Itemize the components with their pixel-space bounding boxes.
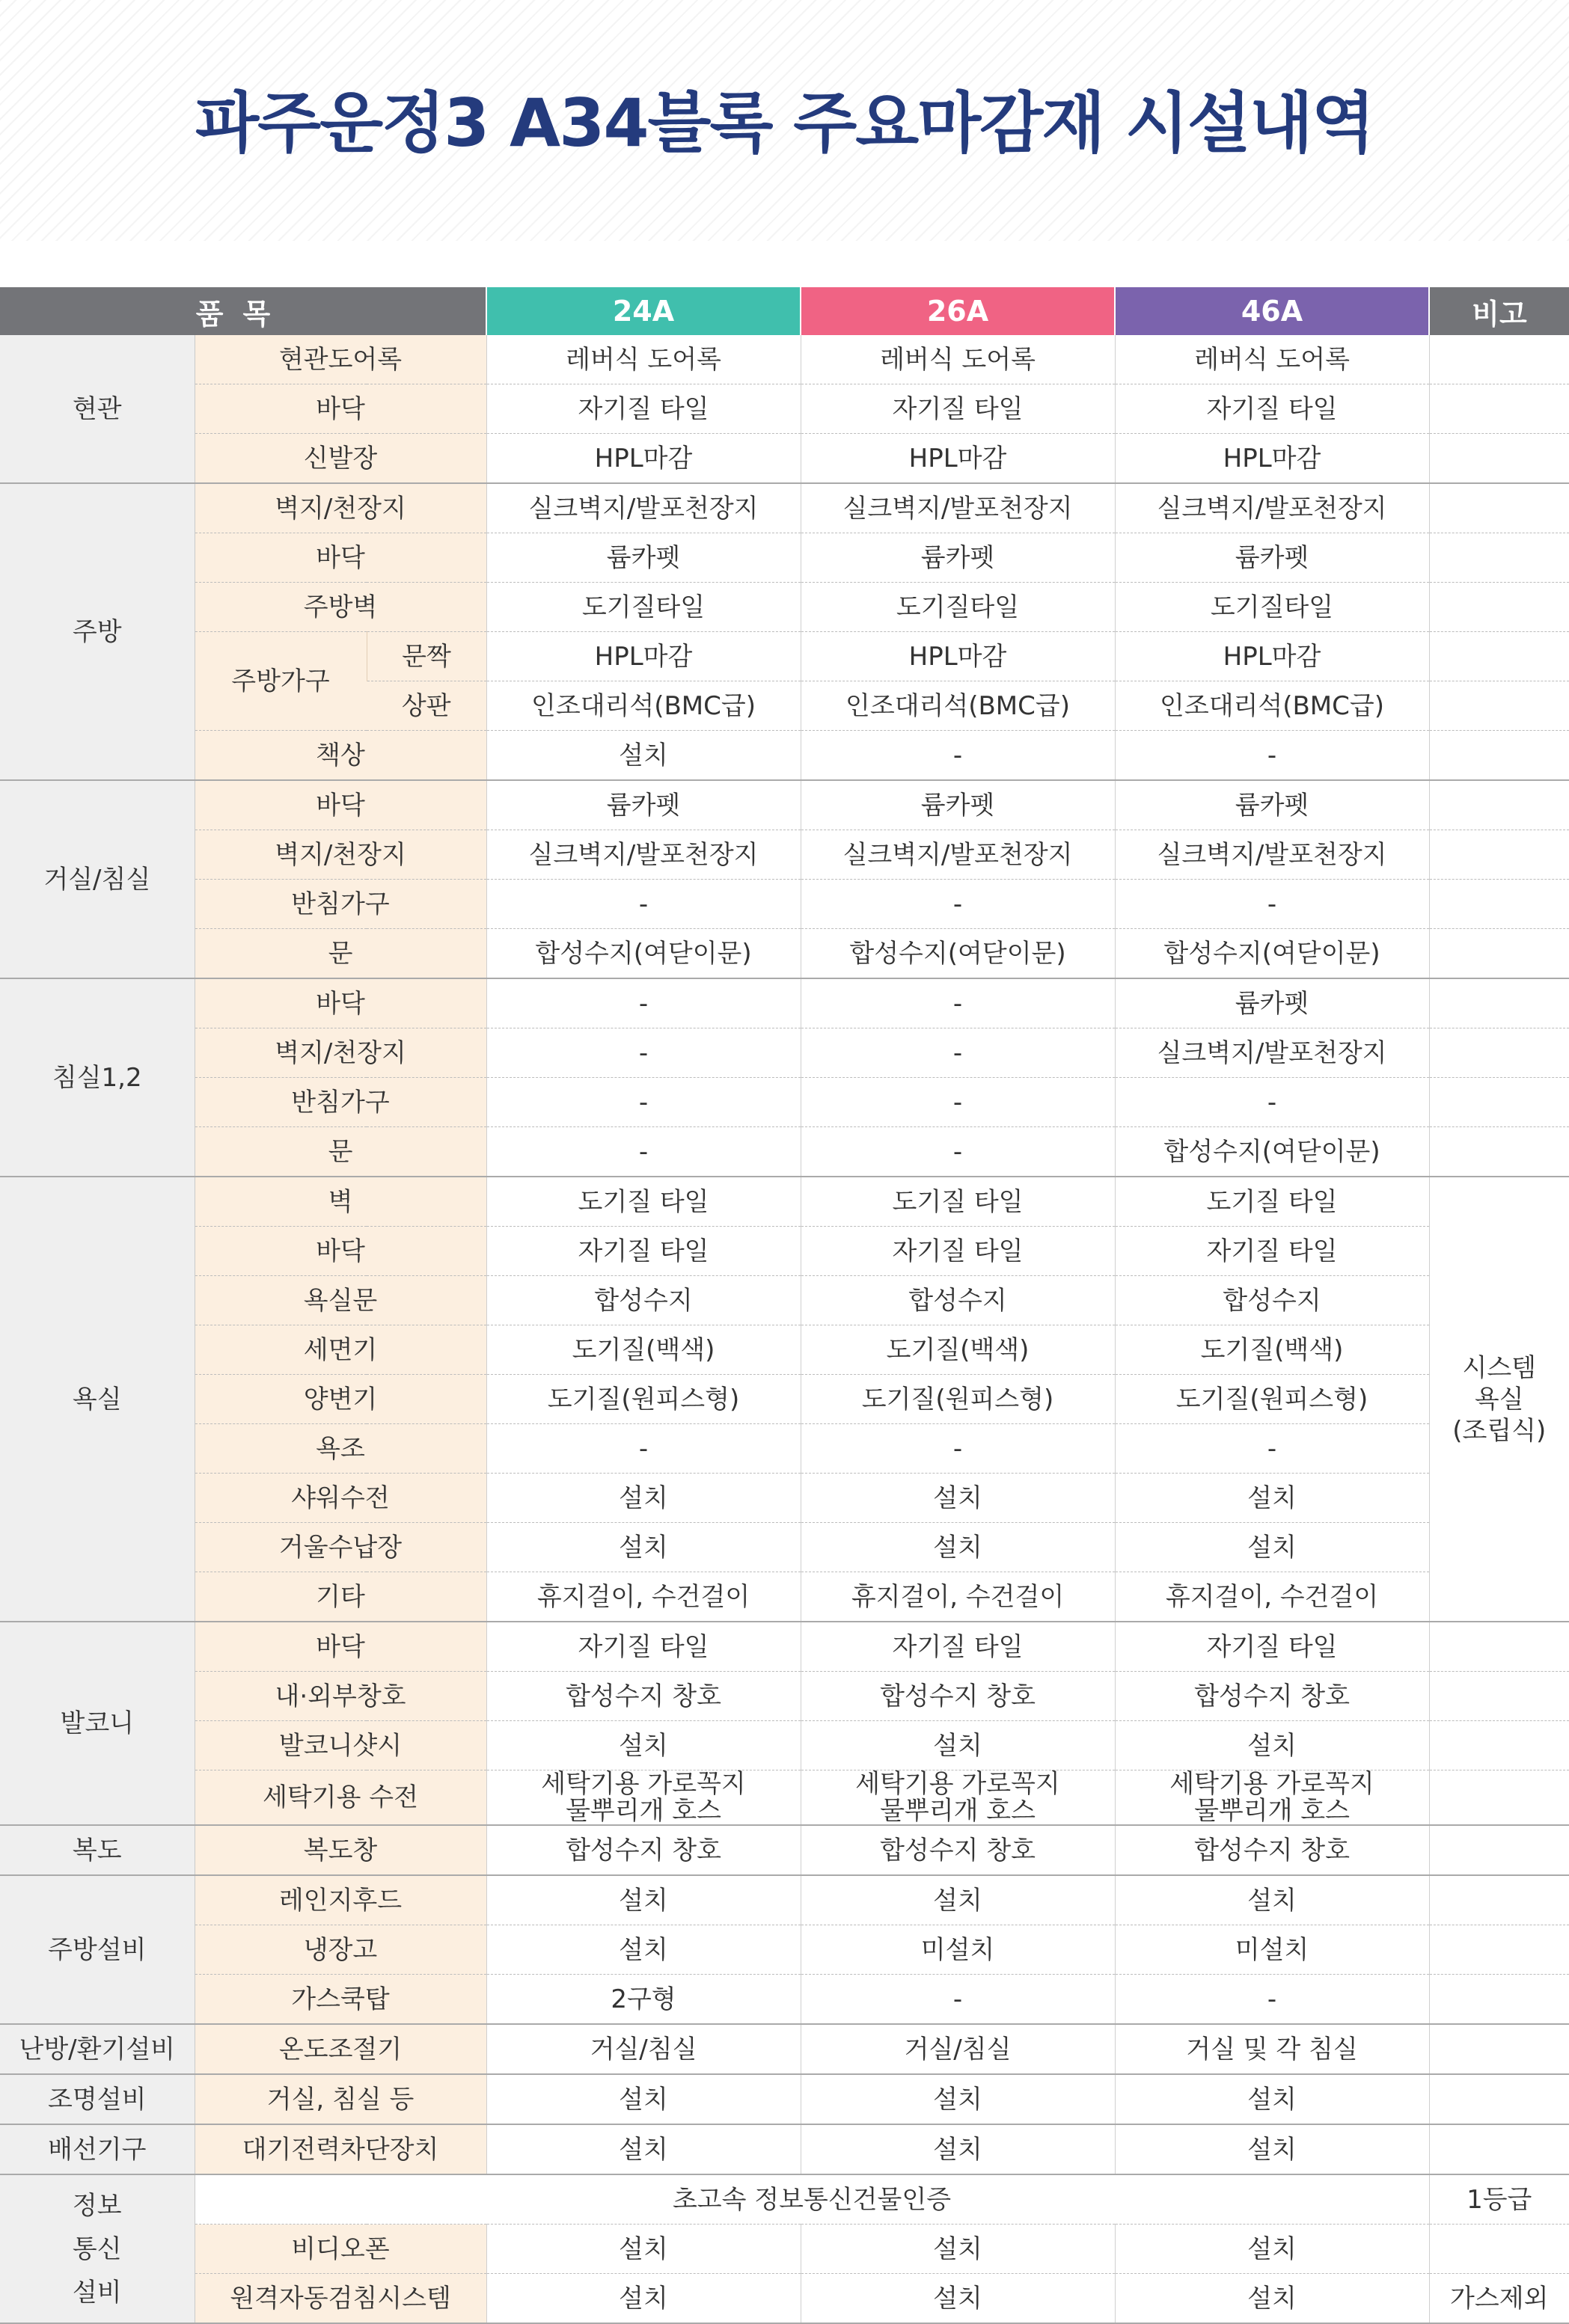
row-item: 가스쿡탑	[195, 1975, 486, 2025]
row-item: 벽지/천장지	[195, 483, 486, 533]
cell-46a: 거실 및 각 침실	[1115, 2024, 1429, 2074]
row-item: 대기전력차단장치	[195, 2124, 486, 2174]
cell-26a: 도기질타일	[801, 583, 1115, 632]
header-type-24a: 24A	[486, 287, 801, 335]
cell-line: 세탁기용 가로꼭지	[487, 1770, 801, 1797]
cell-26a: 휴지걸이, 수건걸이	[801, 1572, 1115, 1622]
cell-24a: 륨카펫	[486, 780, 801, 830]
bath-note-line: 시스템	[1430, 1352, 1569, 1384]
cell-26a: 합성수지 창호	[801, 1672, 1115, 1721]
bath-note-line: 욕실	[1430, 1384, 1569, 1415]
cell-26a: 설치	[801, 2274, 1115, 2324]
category-entrance: 현관	[0, 335, 195, 483]
table-row	[0, 880, 1569, 929]
cell-26a: 자기질 타일	[801, 1622, 1115, 1672]
cell-24a: 2구형	[486, 1975, 801, 2025]
cell-note	[1429, 880, 1569, 929]
cell-24a: 설치	[486, 1875, 801, 1925]
category-lighting: 조명설비	[0, 2074, 195, 2124]
cell-24a: 휴지걸이, 수건걸이	[486, 1572, 801, 1622]
row-item: 바닥	[195, 978, 486, 1028]
cell-26a: 실크벽지/발포천장지	[801, 483, 1115, 533]
row-item: 온도조절기	[195, 2024, 486, 2074]
cell-46a: 도기질타일	[1115, 583, 1429, 632]
cell-26a: 합성수지 창호	[801, 1825, 1115, 1875]
cell-24a: 도기질(원피스형)	[486, 1375, 801, 1424]
row-item: 욕실문	[195, 1276, 486, 1325]
cell-46a: 도기질 타일	[1115, 1177, 1429, 1227]
cell-note	[1429, 780, 1569, 830]
finishing-materials-table	[0, 287, 1569, 2324]
table-row	[0, 1474, 1569, 1523]
table-row	[0, 632, 1569, 681]
cell-note	[1429, 1975, 1569, 2025]
category-line: 통신	[0, 2228, 195, 2271]
cell-46a: 설치	[1115, 1721, 1429, 1770]
cell-note	[1429, 632, 1569, 681]
cell-note	[1429, 978, 1569, 1028]
cell-26a: 거실/침실	[801, 2024, 1115, 2074]
cell-note	[1429, 1127, 1569, 1177]
cell-note: 1등급	[1429, 2174, 1569, 2225]
row-item: 샤워수전	[195, 1474, 486, 1523]
cell-26a: 설치	[801, 1523, 1115, 1572]
row-item: 반침가구	[195, 1078, 486, 1127]
row-item: 주방벽	[195, 583, 486, 632]
cell-note	[1429, 434, 1569, 484]
cell-24a: 설치	[486, 1523, 801, 1572]
cell-46a: 미설치	[1115, 1925, 1429, 1975]
cell-46a: 실크벽지/발포천장지	[1115, 830, 1429, 880]
row-item: 벽	[195, 1177, 486, 1227]
cell-26a: 도기질 타일	[801, 1177, 1115, 1227]
cell-24a: 설치	[486, 1474, 801, 1523]
row-item: 세면기	[195, 1325, 486, 1375]
row-item: 비디오폰	[195, 2225, 486, 2274]
row-item: 바닥	[195, 533, 486, 583]
cell-26a: -	[801, 1078, 1115, 1127]
table-row	[0, 1028, 1569, 1078]
category-hallway: 복도	[0, 1825, 195, 1875]
cell-26a: -	[801, 1028, 1115, 1078]
table-row	[0, 731, 1569, 781]
cell-note	[1429, 1078, 1569, 1127]
cell-26a: 설치	[801, 1474, 1115, 1523]
row-item: 욕조	[195, 1424, 486, 1474]
cell-26a: -	[801, 978, 1115, 1028]
row-item: 바닥	[195, 780, 486, 830]
cell-note	[1429, 2225, 1569, 2274]
cell-46a: 설치	[1115, 1474, 1429, 1523]
cell-line: 물뿌리개 호스	[1116, 1797, 1429, 1824]
cell-24a: 실크벽지/발포천장지	[486, 830, 801, 880]
cell-26a: 자기질 타일	[801, 1227, 1115, 1276]
table-row	[0, 1622, 1569, 1672]
cell-46a: 합성수지	[1115, 1276, 1429, 1325]
row-item: 바닥	[195, 1227, 486, 1276]
cell-24a: 합성수지	[486, 1276, 801, 1325]
cell-24a: -	[486, 1127, 801, 1177]
cell-note	[1429, 830, 1569, 880]
cell-24a: 자기질 타일	[486, 384, 801, 434]
cell-26a: 륨카펫	[801, 533, 1115, 583]
cell-note	[1429, 731, 1569, 781]
category-kitchen-equipment: 주방설비	[0, 1875, 195, 2024]
cell-26a: -	[801, 1975, 1115, 2025]
table-row	[0, 1572, 1569, 1622]
cell-24a: 합성수지 창호	[486, 1672, 801, 1721]
cell-24a: -	[486, 1078, 801, 1127]
row-item: 문	[195, 929, 486, 979]
cell-46a: -	[1115, 880, 1429, 929]
row-subitem: 문짝	[367, 632, 486, 681]
row-subitem: 상판	[367, 681, 486, 731]
cell-46a: 휴지걸이, 수건걸이	[1115, 1572, 1429, 1622]
cell-46a: 자기질 타일	[1115, 1227, 1429, 1276]
cell-46a: 륨카펫	[1115, 978, 1429, 1028]
cell-24a: 설치	[486, 731, 801, 781]
cell-note	[1429, 929, 1569, 979]
table-row	[0, 384, 1569, 434]
cell-24a: -	[486, 1424, 801, 1474]
cell-26a: 설치	[801, 2124, 1115, 2174]
cell-26a: -	[801, 880, 1115, 929]
cell-24a: 실크벽지/발포천장지	[486, 483, 801, 533]
table-row	[0, 1825, 1569, 1875]
category-info-comm	[0, 2174, 195, 2323]
cell-24a: 도기질타일	[486, 583, 801, 632]
cell-24a: 합성수지 창호	[486, 1825, 801, 1875]
cell-note: 가스제외	[1429, 2274, 1569, 2324]
table-row	[0, 2274, 1569, 2324]
cell-note	[1429, 583, 1569, 632]
cell-26a: 설치	[801, 2074, 1115, 2124]
cell-46a: 륨카펫	[1115, 780, 1429, 830]
cell-note	[1429, 1028, 1569, 1078]
cell-26a: 합성수지(여닫이문)	[801, 929, 1115, 979]
header-type-46a: 46A	[1115, 287, 1429, 335]
table-row	[0, 1672, 1569, 1721]
cell-26a: 도기질(원피스형)	[801, 1375, 1115, 1424]
cell-24a: 도기질 타일	[486, 1177, 801, 1227]
cell-46a: 실크벽지/발포천장지	[1115, 483, 1429, 533]
table-row	[0, 1325, 1569, 1375]
table-row	[0, 1227, 1569, 1276]
cell-46a: 설치	[1115, 2225, 1429, 2274]
page-title: 파주운정3 A34블록 주요마감재 시설내역	[0, 79, 1569, 168]
cell-24a: 설치	[486, 2274, 801, 2324]
cell-note	[1429, 483, 1569, 533]
category-bedroom: 침실1,2	[0, 978, 195, 1177]
row-item: 신발장	[195, 434, 486, 484]
cell-46a: HPL마감	[1115, 632, 1429, 681]
row-item: 원격자동검침시스템	[195, 2274, 486, 2324]
cell-46a: -	[1115, 1975, 1429, 2025]
category-wiring: 배선기구	[0, 2124, 195, 2174]
table-row	[0, 978, 1569, 1028]
cell-26a: 인조대리석(BMC급)	[801, 681, 1115, 731]
cell-26a: -	[801, 731, 1115, 781]
table-row	[0, 1975, 1569, 2025]
title-banner	[0, 0, 1569, 241]
table-row	[0, 1078, 1569, 1127]
row-item: 복도창	[195, 1825, 486, 1875]
cell-24a: 륨카펫	[486, 533, 801, 583]
table-row	[0, 533, 1569, 583]
cell-26a	[801, 1770, 1115, 1826]
cell-46a: 합성수지 창호	[1115, 1825, 1429, 1875]
cell-46a: 합성수지(여닫이문)	[1115, 1127, 1429, 1177]
cell-46a	[1115, 1770, 1429, 1826]
cell-46a: -	[1115, 1078, 1429, 1127]
cell-26a: 자기질 타일	[801, 384, 1115, 434]
cell-note	[1429, 2024, 1569, 2074]
cell-note	[1429, 335, 1569, 384]
cell-note	[1429, 1672, 1569, 1721]
table-row	[0, 434, 1569, 484]
cell-line: 물뿌리개 호스	[801, 1797, 1115, 1824]
row-item: 문	[195, 1127, 486, 1177]
cell-24a: -	[486, 880, 801, 929]
cell-line: 세탁기용 가로꼭지	[1116, 1770, 1429, 1797]
category-line: 설비	[0, 2271, 195, 2314]
bath-note-line: (조립식)	[1430, 1415, 1569, 1447]
cell-note	[1429, 533, 1569, 583]
cell-46a: 자기질 타일	[1115, 384, 1429, 434]
category-living: 거실/침실	[0, 780, 195, 978]
row-item: 내·외부창호	[195, 1672, 486, 1721]
table-row	[0, 1925, 1569, 1975]
cell-24a: 설치	[486, 1721, 801, 1770]
table-row	[0, 2024, 1569, 2074]
row-item: 세탁기용 수전	[195, 1770, 486, 1826]
cell-26a: 미설치	[801, 1925, 1115, 1975]
table-row	[0, 583, 1569, 632]
category-line: 정보	[0, 2184, 195, 2228]
cell-24a: HPL마감	[486, 434, 801, 484]
cell-26a: 레버식 도어록	[801, 335, 1115, 384]
cell-24a: 설치	[486, 1925, 801, 1975]
cell-46a: 실크벽지/발포천장지	[1115, 1028, 1429, 1078]
cell-line: 세탁기용 가로꼭지	[801, 1770, 1115, 1797]
row-item: 현관도어록	[195, 335, 486, 384]
cell-24a: 설치	[486, 2124, 801, 2174]
cell-24a: HPL마감	[486, 632, 801, 681]
row-item: 책상	[195, 731, 486, 781]
row-item: 발코니샷시	[195, 1721, 486, 1770]
cell-26a: -	[801, 1127, 1115, 1177]
cell-26a: 설치	[801, 1721, 1115, 1770]
cell-24a: 합성수지(여닫이문)	[486, 929, 801, 979]
cell-46a: -	[1115, 731, 1429, 781]
cell-46a: 륨카펫	[1115, 533, 1429, 583]
category-bath: 욕실	[0, 1177, 195, 1622]
row-item: 냉장고	[195, 1925, 486, 1975]
category-kitchen: 주방	[0, 483, 195, 780]
table-row	[0, 335, 1569, 384]
header-note: 비고	[1429, 287, 1569, 335]
cell-note	[1429, 1622, 1569, 1672]
cell-24a: -	[486, 978, 801, 1028]
header-item: 품목	[0, 287, 486, 335]
row-item: 주방가구	[195, 632, 367, 731]
cell-46a: 도기질(원피스형)	[1115, 1375, 1429, 1424]
cell-note	[1429, 2074, 1569, 2124]
cell-note	[1429, 1825, 1569, 1875]
cell-46a: 설치	[1115, 1875, 1429, 1925]
cell-46a: 레버식 도어록	[1115, 335, 1429, 384]
cell-24a: 설치	[486, 2225, 801, 2274]
cell-24a: 자기질 타일	[486, 1227, 801, 1276]
cell-24a: 자기질 타일	[486, 1622, 801, 1672]
bath-note	[1429, 1177, 1569, 1622]
cell-26a: 실크벽지/발포천장지	[801, 830, 1115, 880]
cell-46a: 설치	[1115, 2124, 1429, 2174]
cell-26a: 설치	[801, 2225, 1115, 2274]
cell-46a: 자기질 타일	[1115, 1622, 1429, 1672]
table-row	[0, 2225, 1569, 2274]
cell-46a: HPL마감	[1115, 434, 1429, 484]
cell-note	[1429, 384, 1569, 434]
cell-24a: 도기질(백색)	[486, 1325, 801, 1375]
table-row	[0, 780, 1569, 830]
table-row	[0, 1523, 1569, 1572]
row-item: 벽지/천장지	[195, 1028, 486, 1078]
header-type-26a: 26A	[801, 287, 1115, 335]
row-item: 바닥	[195, 1622, 486, 1672]
cell-24a: 설치	[486, 2074, 801, 2124]
cell-24a: 인조대리석(BMC급)	[486, 681, 801, 731]
cell-26a: -	[801, 1424, 1115, 1474]
table-row	[0, 1276, 1569, 1325]
cell-24a: 거실/침실	[486, 2024, 801, 2074]
cell-note	[1429, 1721, 1569, 1770]
cell-note	[1429, 1925, 1569, 1975]
cell-46a: 설치	[1115, 2074, 1429, 2124]
row-item: 거울수납장	[195, 1523, 486, 1572]
cell-46a: 도기질(백색)	[1115, 1325, 1429, 1375]
cell-line: 물뿌리개 호스	[487, 1797, 801, 1824]
cell-46a: 인조대리석(BMC급)	[1115, 681, 1429, 731]
table-row	[0, 1721, 1569, 1770]
cell-note	[1429, 1770, 1569, 1826]
cell-note	[1429, 1875, 1569, 1925]
cell-note	[1429, 2124, 1569, 2174]
cell-24a	[486, 1770, 801, 1826]
category-heating: 난방/환기설비	[0, 2024, 195, 2074]
table-row	[0, 2124, 1569, 2174]
table-row	[0, 1424, 1569, 1474]
cell-note	[1429, 681, 1569, 731]
table-row	[0, 483, 1569, 533]
cell-46a: -	[1115, 1424, 1429, 1474]
row-item: 반침가구	[195, 880, 486, 929]
table-header-row	[0, 287, 1569, 335]
cell-26a: HPL마감	[801, 434, 1115, 484]
table-row	[0, 1375, 1569, 1424]
cell-26a: 설치	[801, 1875, 1115, 1925]
table-row	[0, 929, 1569, 979]
row-item: 바닥	[195, 384, 486, 434]
category-balcony: 발코니	[0, 1622, 195, 1825]
table-row	[0, 1127, 1569, 1177]
cell-26a: 륨카펫	[801, 780, 1115, 830]
row-item: 기타	[195, 1572, 486, 1622]
cell-26a: 합성수지	[801, 1276, 1115, 1325]
cell-26a: 도기질(백색)	[801, 1325, 1115, 1375]
table-row	[0, 2074, 1569, 2124]
cell-26a: HPL마감	[801, 632, 1115, 681]
row-item: 레인지후드	[195, 1875, 486, 1925]
cell-24a: 레버식 도어록	[486, 335, 801, 384]
cell-46a: 합성수지(여닫이문)	[1115, 929, 1429, 979]
row-item: 양변기	[195, 1375, 486, 1424]
cell-46a: 설치	[1115, 1523, 1429, 1572]
row-item: 거실, 침실 등	[195, 2074, 486, 2124]
cell-46a: 설치	[1115, 2274, 1429, 2324]
full-width-cell: 초고속 정보통신건물인증	[195, 2174, 1429, 2225]
cell-46a: 합성수지 창호	[1115, 1672, 1429, 1721]
table-row	[0, 830, 1569, 880]
cell-24a: -	[486, 1028, 801, 1078]
table-row	[0, 1177, 1569, 1227]
table-row	[0, 1875, 1569, 1925]
row-item: 벽지/천장지	[195, 830, 486, 880]
table-row	[0, 1770, 1569, 1826]
table-row	[0, 2174, 1569, 2225]
